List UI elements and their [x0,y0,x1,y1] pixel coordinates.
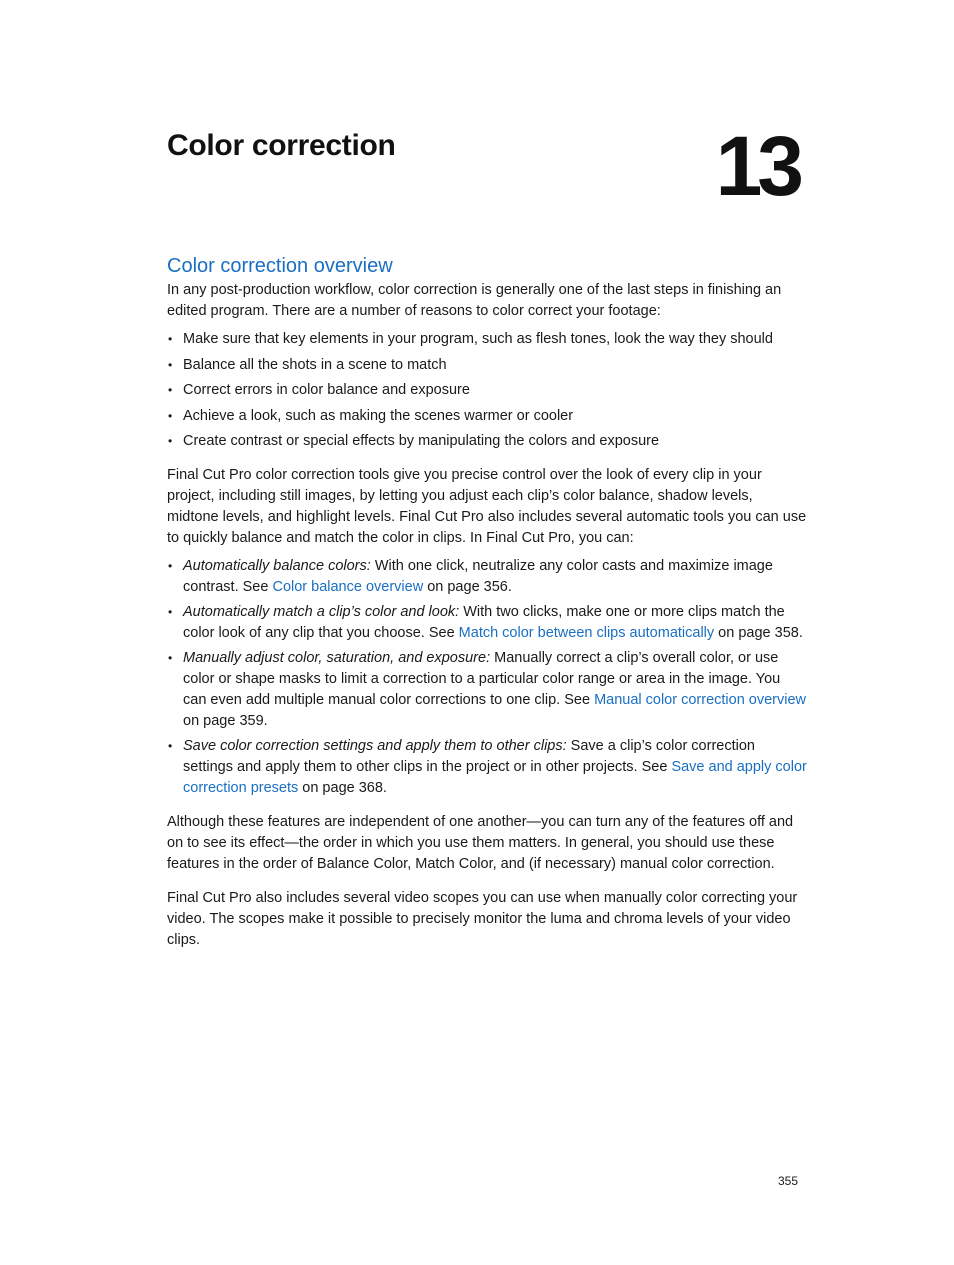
link-save-apply-presets[interactable]: Save and apply color correction presets [183,759,807,797]
feature-text: Save a clip’s color correction settings and apply them to other clips in the project or in other projects. See [183,738,755,776]
intro-paragraph: In any post-production workflow, color correction is generally one of the last steps in finishing an edited program. There are a number of reasons to color correct your footage: [167,282,782,319]
bullet-icon: • [168,739,173,754]
feature-page-ref: on page 368. [298,780,387,797]
list-item-text: Make sure that key elements in your program, such as flesh tones, look the way they should [183,331,773,347]
link-match-color-between-clips[interactable]: Match color between clips automatically [458,625,715,642]
feature-page-ref: on page 359. [183,713,268,730]
bullet-icon: • [168,559,173,574]
feature-text: With two clicks, make one or more clips match the color look of any clip that you choose. See [183,604,785,642]
feature-lead: Automatically match a clip’s color and look: [183,604,460,621]
section-heading: Color correction overview [167,255,393,277]
list-item-text: Achieve a look, such as making the scenes warmer or cooler [183,407,574,424]
list-item [167,380,807,401]
bullet-icon: • [168,332,173,346]
feature-item-balance-colors [167,556,807,598]
chapter-number: 13 [715,119,799,213]
bullet-icon: • [168,383,173,398]
order-paragraph: Although these features are independent of one another—you can turn any of the features off and on to see its effect—the order in which you use them matters. In general, you should use these features in the order of Balance Color, Match Color, and (if necessary) manual color correction. [167,814,794,873]
page-number: 355 [777,1174,798,1188]
feature-lead: Save color correction settings and apply them to other clips: [183,738,567,755]
feature-text: With one click, neutralize any color casts and maximize image contrast. See [183,558,773,596]
link-manual-color-correction-overview[interactable]: Manual color correction overview [594,692,807,709]
feature-text: Manually correct a clip’s overall color, or use color or shape masks to limit a correction to a particular color range or area in the image. You can even add multiple manual color corrections to one clip. See [183,650,781,709]
reasons-list [167,329,807,452]
list-item-text: Balance all the shots in a scene to match [183,356,447,373]
feature-item-save-settings [167,736,807,799]
bullet-icon: • [168,651,173,666]
list-item-text: Create contrast or special effects by manipulating the colors and exposure [183,433,660,450]
feature-page-ref: on page 356. [423,579,512,596]
feature-lead: Manually adjust color, saturation, and exposure: [183,650,491,667]
feature-lead: Automatically balance colors: [183,558,371,575]
feature-item-manual-adjust [167,648,807,732]
bullet-icon: • [168,357,173,372]
feature-page-ref: on page 358. [714,625,803,642]
tools-paragraph: Final Cut Pro color correction tools give you precise control over the look of every clip in your project, including still images, by letting you adjust each clip’s color balance, shadow levels, midtone levels, and highlight levels. Final Cut Pro also includes several automatic tools you can use to quickly balance and match the color in clips. In Final Cut Pro, you can: [167,467,807,547]
list-item [167,431,807,452]
scopes-paragraph: Final Cut Pro also includes several video scopes you can use when manually color correcting your video. The scopes make it possible to precisely monitor the luma and chroma levels of your video clips. [167,890,798,949]
list-item [167,406,807,427]
list-item [167,355,807,376]
chapter-title: Color correction [167,129,396,162]
main-content [167,253,807,951]
list-item [167,329,807,350]
link-color-balance-overview[interactable]: Color balance overview [272,579,424,596]
bullet-icon: • [168,434,173,449]
list-item-text: Correct errors in color balance and exposure [183,382,470,399]
bullet-icon: • [168,605,173,620]
feature-item-match-color [167,602,807,644]
bullet-icon: • [168,408,173,423]
features-list [167,556,807,799]
